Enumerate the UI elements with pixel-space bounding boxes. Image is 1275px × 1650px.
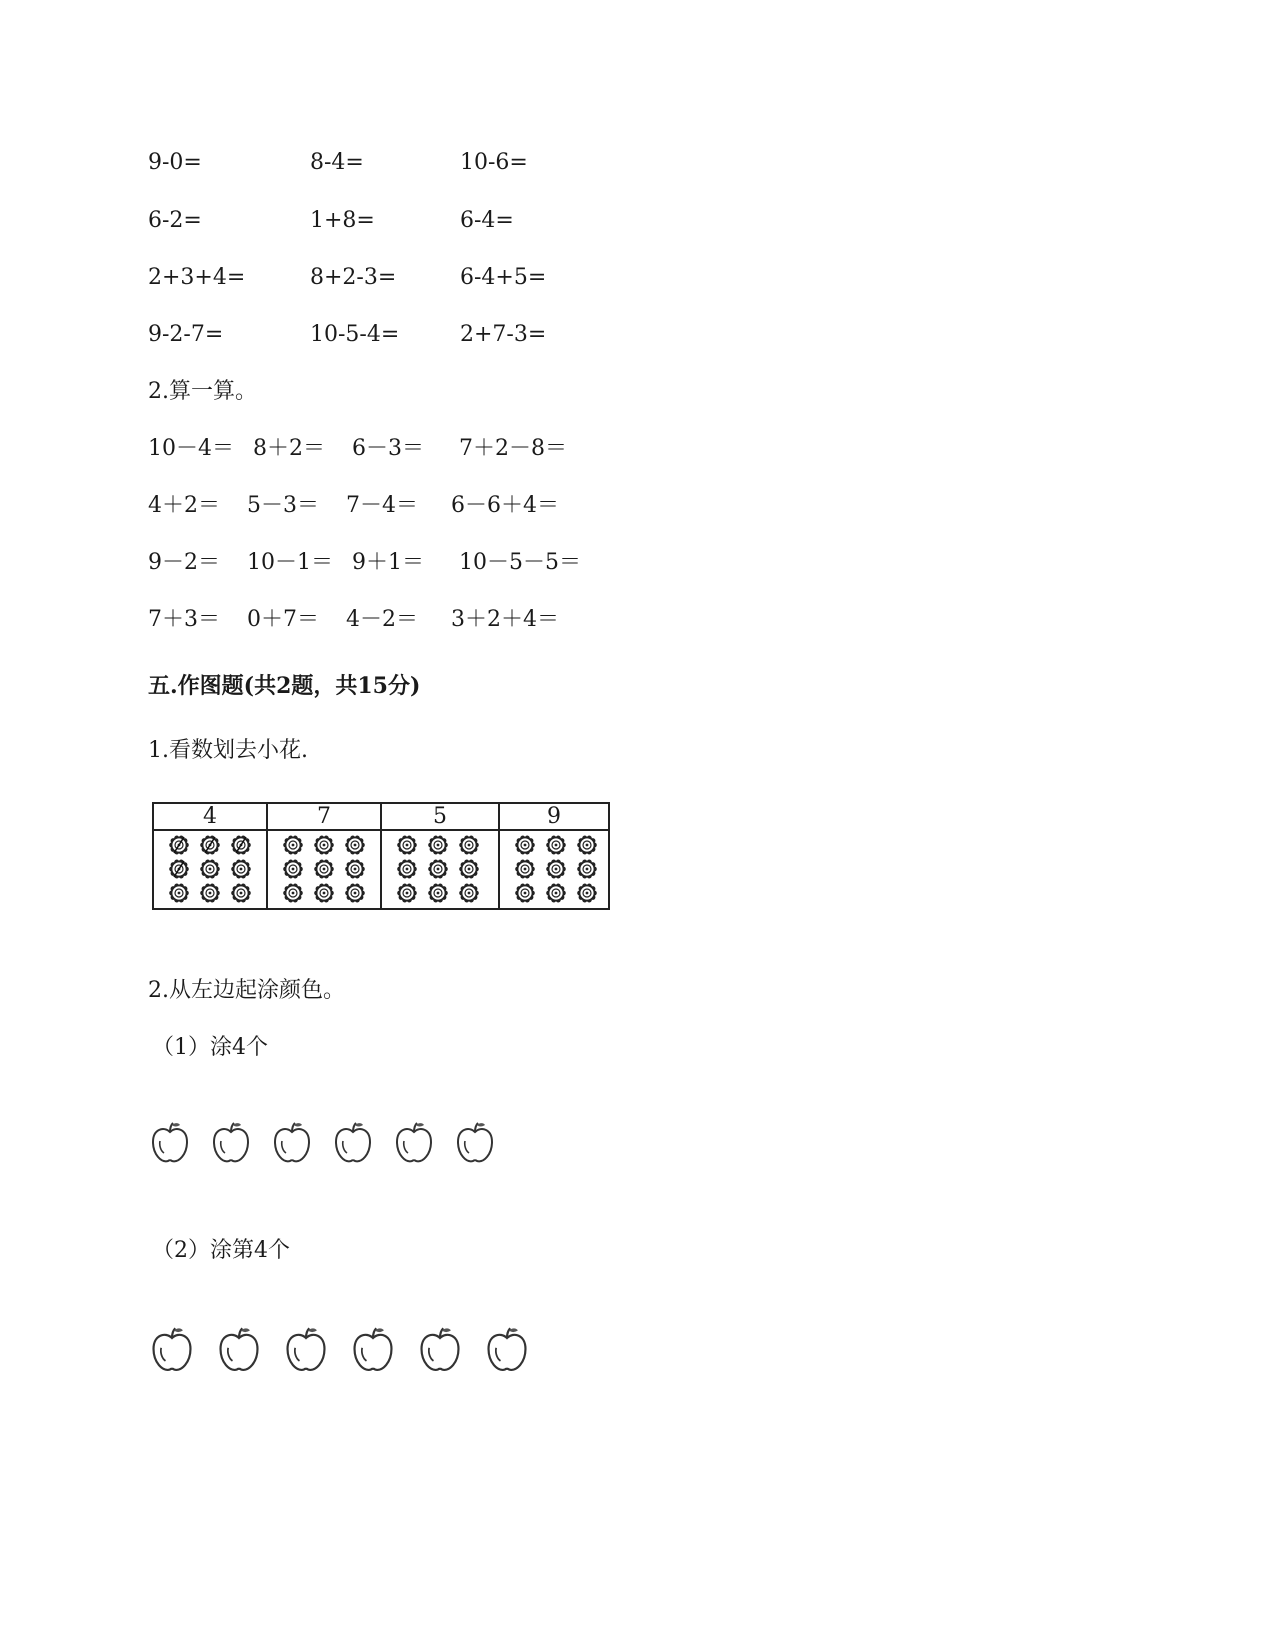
exercise-4-3: 2+7-3= bbox=[460, 322, 547, 347]
exercise-2-3: 6-4= bbox=[460, 208, 514, 233]
calc-1-2: 8＋2＝ bbox=[253, 436, 325, 461]
flower-icon[interactable] bbox=[313, 834, 335, 856]
flower-icon[interactable] bbox=[313, 882, 335, 904]
calc-3-4: 10－5－5＝ bbox=[459, 550, 581, 575]
apple-icon[interactable] bbox=[455, 1120, 495, 1166]
flower-table bbox=[152, 802, 610, 910]
calc-2-3: 7－4＝ bbox=[346, 493, 418, 518]
flower-icon[interactable] bbox=[427, 858, 449, 880]
flower-icon[interactable] bbox=[168, 882, 190, 904]
flower-grid bbox=[500, 831, 608, 908]
exercise-3-1: 2+3+4= bbox=[148, 265, 246, 290]
flower-column-number: 4 bbox=[154, 804, 266, 831]
calc-2-4: 6－6＋4＝ bbox=[451, 493, 559, 518]
section-5-heading: 五.作图题(共2题，共15分) bbox=[148, 673, 421, 699]
calc-3-2: 10－1＝ bbox=[247, 550, 333, 575]
calc-2-1: 4＋2＝ bbox=[148, 493, 220, 518]
part-2-label: （2）涂第4个 bbox=[152, 1238, 290, 1263]
flower-icon[interactable] bbox=[576, 858, 598, 880]
flower-icon[interactable] bbox=[545, 834, 567, 856]
flower-icon[interactable] bbox=[282, 882, 304, 904]
flower-column-number: 9 bbox=[500, 804, 608, 831]
apple-icon[interactable] bbox=[394, 1120, 434, 1166]
apple-icon[interactable] bbox=[418, 1325, 462, 1375]
apple-icon[interactable] bbox=[211, 1120, 251, 1166]
flower-icon[interactable] bbox=[199, 882, 221, 904]
calc-1-4: 7＋2－8＝ bbox=[459, 436, 567, 461]
exercise-1-3: 10-6= bbox=[460, 150, 528, 175]
flower-icon[interactable] bbox=[168, 858, 190, 880]
exercise-3-3: 6-4+5= bbox=[460, 265, 547, 290]
calc-3-1: 9－2＝ bbox=[148, 550, 220, 575]
flower-icon[interactable] bbox=[199, 858, 221, 880]
flower-column bbox=[268, 804, 382, 908]
flower-icon[interactable] bbox=[396, 858, 418, 880]
flower-column-number: 5 bbox=[382, 804, 498, 831]
flower-icon[interactable] bbox=[576, 834, 598, 856]
flower-icon[interactable] bbox=[396, 834, 418, 856]
calc-1-3: 6－3＝ bbox=[352, 436, 424, 461]
calc-4-2: 0＋7＝ bbox=[247, 607, 319, 632]
flower-grid bbox=[154, 831, 266, 908]
apple-row-1 bbox=[150, 1120, 530, 1180]
flower-column bbox=[500, 804, 608, 908]
apple-icon[interactable] bbox=[272, 1120, 312, 1166]
flower-column bbox=[382, 804, 500, 908]
apple-icon[interactable] bbox=[217, 1325, 261, 1375]
calc-4-1: 7＋3＝ bbox=[148, 607, 220, 632]
flower-icon[interactable] bbox=[514, 834, 536, 856]
apple-icon[interactable] bbox=[150, 1120, 190, 1166]
calc-4-3: 4－2＝ bbox=[346, 607, 418, 632]
flower-icon[interactable] bbox=[427, 834, 449, 856]
flower-icon[interactable] bbox=[230, 858, 252, 880]
apple-icon[interactable] bbox=[351, 1325, 395, 1375]
flower-icon[interactable] bbox=[344, 882, 366, 904]
part-1-label: （1）涂4个 bbox=[152, 1035, 268, 1060]
flower-icon[interactable] bbox=[396, 882, 418, 904]
flower-icon[interactable] bbox=[230, 834, 252, 856]
flower-grid bbox=[382, 831, 498, 908]
drawing-1-title: 1.看数划去小花. bbox=[148, 738, 308, 763]
exercise-3-2: 8+2-3= bbox=[310, 265, 397, 290]
flower-icon[interactable] bbox=[199, 834, 221, 856]
flower-icon[interactable] bbox=[282, 858, 304, 880]
flower-icon[interactable] bbox=[427, 882, 449, 904]
question-2-title: 2.算一算。 bbox=[148, 379, 257, 404]
flower-icon[interactable] bbox=[545, 858, 567, 880]
apple-icon[interactable] bbox=[284, 1325, 328, 1375]
flower-icon[interactable] bbox=[458, 858, 480, 880]
exercise-1-2: 8-4= bbox=[310, 150, 364, 175]
flower-icon[interactable] bbox=[230, 882, 252, 904]
calc-3-3: 9＋1＝ bbox=[352, 550, 424, 575]
flower-icon[interactable] bbox=[168, 834, 190, 856]
apple-icon[interactable] bbox=[333, 1120, 373, 1166]
flower-grid bbox=[268, 831, 380, 908]
flower-icon[interactable] bbox=[344, 858, 366, 880]
calc-2-2: 5－3＝ bbox=[247, 493, 319, 518]
flower-icon[interactable] bbox=[576, 882, 598, 904]
calc-1-1: 10－4＝ bbox=[148, 436, 234, 461]
exercise-4-2: 10-5-4= bbox=[310, 322, 400, 347]
flower-icon[interactable] bbox=[514, 858, 536, 880]
exercise-4-1: 9-2-7= bbox=[148, 322, 224, 347]
flower-icon[interactable] bbox=[313, 858, 335, 880]
apple-icon[interactable] bbox=[150, 1325, 194, 1375]
drawing-2-title: 2.从左边起涂颜色。 bbox=[148, 978, 345, 1003]
flower-icon[interactable] bbox=[458, 882, 480, 904]
exercise-2-1: 6-2= bbox=[148, 208, 202, 233]
flower-column-number: 7 bbox=[268, 804, 380, 831]
exercise-1-1: 9-0= bbox=[148, 150, 202, 175]
flower-column bbox=[154, 804, 268, 908]
flower-icon[interactable] bbox=[344, 834, 366, 856]
flower-icon[interactable] bbox=[282, 834, 304, 856]
flower-icon[interactable] bbox=[545, 882, 567, 904]
apple-row-2 bbox=[150, 1325, 550, 1385]
flower-icon[interactable] bbox=[458, 834, 480, 856]
flower-icon[interactable] bbox=[514, 882, 536, 904]
exercise-2-2: 1+8= bbox=[310, 208, 375, 233]
apple-icon[interactable] bbox=[485, 1325, 529, 1375]
calc-4-4: 3＋2＋4＝ bbox=[451, 607, 559, 632]
